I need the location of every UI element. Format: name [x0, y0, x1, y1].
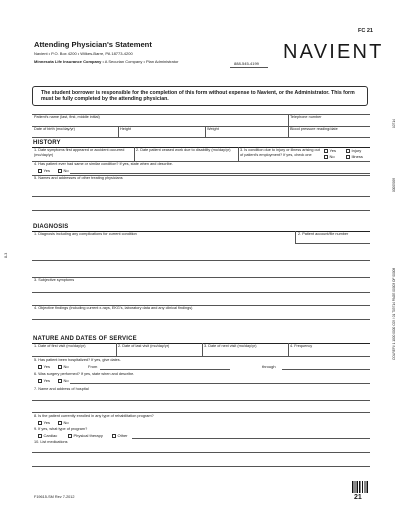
program-physical-therapy[interactable]	[68, 433, 103, 438]
history-q2: 2. Date patient ceased work due to disability (mo/day/yr)	[136, 148, 231, 152]
no-label: No	[63, 420, 69, 425]
form-number: F19615-SM Rev 7-2012	[34, 495, 75, 499]
no-label: No	[63, 168, 69, 173]
checkbox-icon[interactable]	[346, 155, 350, 159]
header-address: Navient • P.O. Box 4200 • Wilkes-Barre, PA 18773-4200	[34, 51, 133, 56]
history-title: HISTORY	[33, 140, 61, 146]
diagnosis-q3: 3. Subjective symptoms	[34, 278, 75, 282]
nature-q8-no[interactable]	[58, 420, 69, 425]
answer-line	[32, 292, 370, 293]
nature-q2: 2. Date of last visit (mo/day/yr)	[118, 344, 170, 348]
physical-therapy-label: Physical therapy	[73, 433, 103, 438]
nature-q9: 9. If yes, what type of program?	[34, 427, 88, 431]
patient-bottom-line	[32, 137, 370, 138]
divider	[288, 126, 289, 137]
history-q4-yes[interactable]	[38, 168, 50, 173]
divider	[118, 126, 119, 137]
left-margin-mark: 8-3	[4, 252, 8, 258]
history-q3-injury[interactable]	[346, 148, 361, 153]
history-q4: 4. Has patient ever had same or similar condition? If yes, state when and describe.	[34, 162, 173, 166]
divider	[116, 343, 117, 356]
history-q5: 5. Names and addresses of other treating physicians	[34, 176, 123, 180]
nature-q8: 8. Is the patient currently enrolled in any type of rehabilitation program?	[34, 414, 154, 418]
diagnosis-q2: 2. Patient account/file number	[298, 232, 349, 236]
program-cardiac[interactable]	[38, 433, 57, 438]
page-number: 21	[354, 494, 362, 501]
barcode	[352, 481, 368, 493]
checkbox-icon[interactable]	[38, 365, 42, 369]
notice-box: The student borrower is responsible for the completion of this form without expense to Navient, or the Administrator. This form must be fully completed by the attending physician.	[32, 86, 368, 106]
answer-line	[70, 383, 370, 384]
checkbox-icon[interactable]	[38, 434, 42, 438]
divider	[205, 126, 206, 137]
program-other[interactable]	[112, 433, 128, 438]
checkbox-icon[interactable]	[58, 379, 62, 383]
nature-q6-yes[interactable]	[38, 378, 50, 383]
nature-q3: 3. Date of next visit (mo/day/yr)	[204, 344, 257, 348]
answer-line	[32, 466, 370, 467]
divider	[238, 147, 239, 161]
checkbox-icon[interactable]	[68, 434, 72, 438]
header-company-line	[34, 59, 178, 64]
nature-title: NATURE AND DATES OF SERVICE	[33, 336, 137, 342]
checkbox-icon[interactable]	[58, 421, 62, 425]
right-margin-mid: 00005095	[392, 177, 396, 192]
nature-q6-no[interactable]	[58, 378, 69, 383]
checkbox-icon[interactable]	[324, 155, 328, 159]
no-label: No	[329, 154, 335, 159]
answer-line	[32, 452, 370, 453]
other-line	[132, 438, 370, 439]
from-label: From	[88, 364, 98, 369]
cardiac-label: Cardiac	[43, 433, 58, 438]
through-line	[282, 369, 370, 370]
checkbox-icon[interactable]	[324, 149, 328, 153]
through-label: through	[262, 364, 276, 369]
bp-label: Blood pressure reading/date	[290, 127, 338, 131]
height-label: Height	[120, 127, 131, 131]
diagnosis-row-line	[295, 243, 370, 244]
divider	[295, 231, 296, 243]
diagnosis-title: DIAGNOSIS	[33, 224, 69, 230]
checkbox-icon[interactable]	[112, 434, 116, 438]
right-margin-codes: COLREF# 1 1000 0000 C05 / 01 T03714 PAGE 00003 OF 00008	[392, 267, 396, 360]
divider	[288, 343, 289, 356]
diagnosis-q1: 1. Diagnosis including any complications for current condition	[34, 232, 137, 236]
divider	[288, 114, 289, 126]
history-q1: 1. Date symptoms first appeared or accident occurred (mo/day/yr)	[34, 148, 125, 157]
nature-q10: 10. List medications	[34, 440, 68, 444]
diagnosis-q4: 4. Objective findings (including current x-rays, EKG's, laboratory data and any clinical findings)	[34, 306, 193, 310]
checkbox-icon[interactable]	[38, 379, 42, 383]
illness-label: Illness	[351, 154, 363, 159]
nature-q5-no[interactable]	[58, 364, 69, 369]
yes-label: Yes	[43, 420, 51, 425]
nature-q5-yes[interactable]	[38, 364, 50, 369]
answer-line	[32, 319, 370, 320]
nature-q1: 1. Date of first visit (mo/day/yr)	[34, 344, 86, 348]
navient-logo: NAVIENT	[283, 41, 384, 63]
yes-label: Yes	[43, 378, 51, 383]
yes-label: Yes	[43, 168, 51, 173]
answer-line	[32, 412, 370, 413]
weight-label: Weight	[207, 127, 219, 131]
nature-q5: 5. Has patient been hospitalized? If yes, give dates.	[34, 358, 121, 362]
form-code: FC 21	[358, 28, 373, 34]
patient-name-label: Patient's name (last, first, middle initial)	[34, 115, 100, 119]
answer-line	[32, 210, 370, 211]
company-name: Minnesota Life Insurance Company	[34, 59, 102, 64]
checkbox-icon[interactable]	[58, 365, 62, 369]
dob-label: Date of birth (mo/day/yr)	[34, 127, 75, 131]
yes-label: Yes	[329, 148, 337, 153]
injury-label: Injury	[351, 148, 362, 153]
checkbox-icon[interactable]	[346, 149, 350, 153]
no-label: No	[63, 364, 69, 369]
history-q4-no[interactable]	[58, 168, 69, 173]
from-line	[100, 369, 230, 370]
nature-q8-yes[interactable]	[38, 420, 50, 425]
no-label: No	[63, 378, 69, 383]
nature-q7: 7. Name and address of hospital	[34, 387, 89, 391]
header-phone: 888-545-4199	[234, 61, 259, 66]
nature-q6: 6. Was surgery performed? If yes, state when and describe.	[34, 372, 135, 376]
right-margin-top: 10714	[392, 119, 396, 128]
checkbox-icon[interactable]	[38, 421, 42, 425]
history-q3-no[interactable]	[324, 154, 335, 159]
page-title: Attending Physician's Statement	[34, 40, 152, 49]
other-label: Other	[117, 433, 128, 438]
nature-row-line	[32, 356, 370, 357]
history-q3-illness[interactable]	[346, 154, 363, 159]
answer-line	[32, 196, 370, 197]
answer-line	[32, 260, 370, 261]
checkbox-icon[interactable]	[58, 169, 62, 173]
telephone-label: Telephone number	[290, 115, 322, 119]
company-rest: • A Securian Company • Plan Administrator	[101, 59, 179, 64]
divider	[134, 147, 135, 161]
history-q3-yes[interactable]	[324, 148, 336, 153]
divider	[202, 343, 203, 356]
checkbox-icon[interactable]	[38, 169, 42, 173]
history-q4-line	[70, 173, 370, 174]
answer-line	[32, 400, 370, 401]
history-q3: 3. Is condition due to injury or illness arising out of patient's employment? If yes, check one	[240, 148, 320, 157]
phone-underline	[230, 67, 268, 68]
yes-label: Yes	[43, 364, 51, 369]
nature-q4: 4. Frequency	[290, 344, 313, 348]
